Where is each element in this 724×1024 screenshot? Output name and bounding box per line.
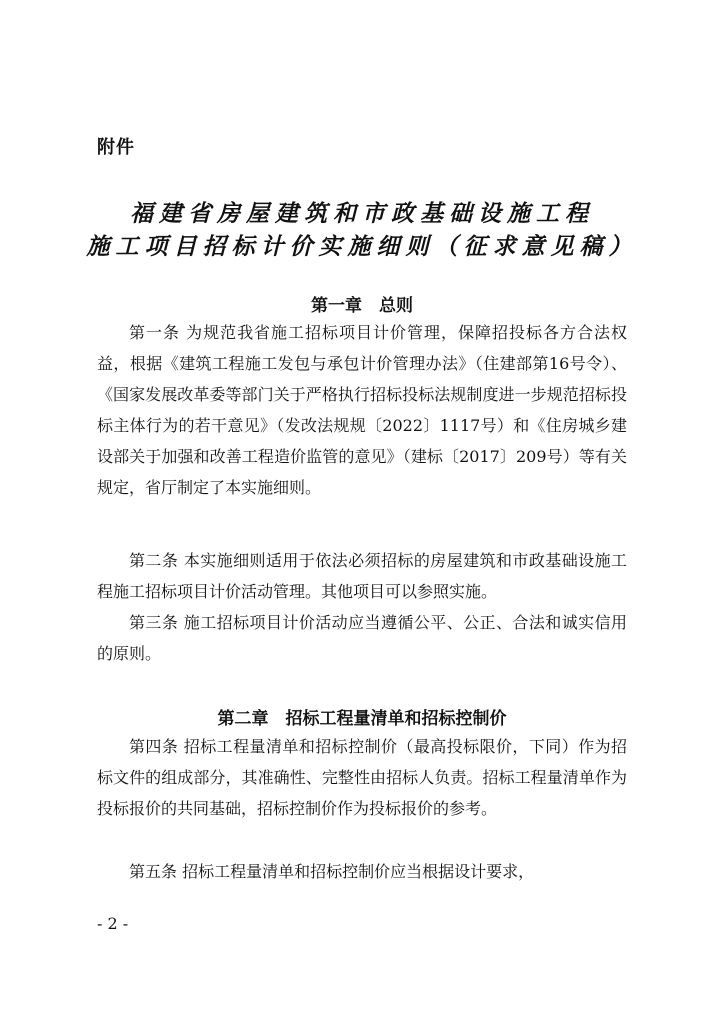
page-number: - 2 - [97,914,129,933]
attachment-label: 附件 [97,137,135,158]
article-1: 第一条 为规范我省施工招标项目计价管理，保障招投标各方合法权益，根据《建筑工程施工发包与承包计价管理办法》（住建部第16号令）、《国家发展改革委等部门关于严格执行招标投标法规制度进一步规范招标投标主体行为的若干意见》（发改法规规〔2022〕1117号）和《住房城乡建设部关于加强和改善工程造价监管的意见》（建标〔2017〕209号）等有关规定，省厅制定了本实施细则。 [97,323,627,497]
chapter-2-heading: 第二章 招标工程量清单和招标控制价 [217,709,507,729]
document-title-line-2: 施工项目招标计价实施细则（征求意见稿） [86,233,638,260]
article-4: 第四条 招标工程量清单和招标控制价（最高投标限价，下同）作为招标文件的组成部分，其准确性、完整性由招标人负责。招标工程量清单作为投标报价的共同基础，招标控制价作为投标报价的参考。 [97,737,627,818]
chapter-1-heading: 第一章 总则 [311,296,413,316]
article-5: 第五条 招标工程量清单和招标控制价应当根据设计要求， [129,862,535,881]
article-3: 第三条 施工招标项目计价活动应当遵循公平、公正、合法和诚实信用的原则。 [97,613,627,663]
document-title-line-1: 福建省房屋建筑和市政基础设施工程 [130,200,594,227]
article-2: 第二条 本实施细则适用于依法必须招标的房屋建筑和市政基础设施工程施工招标项目计价活动管理。其他项目可以参照实施。 [97,551,627,601]
